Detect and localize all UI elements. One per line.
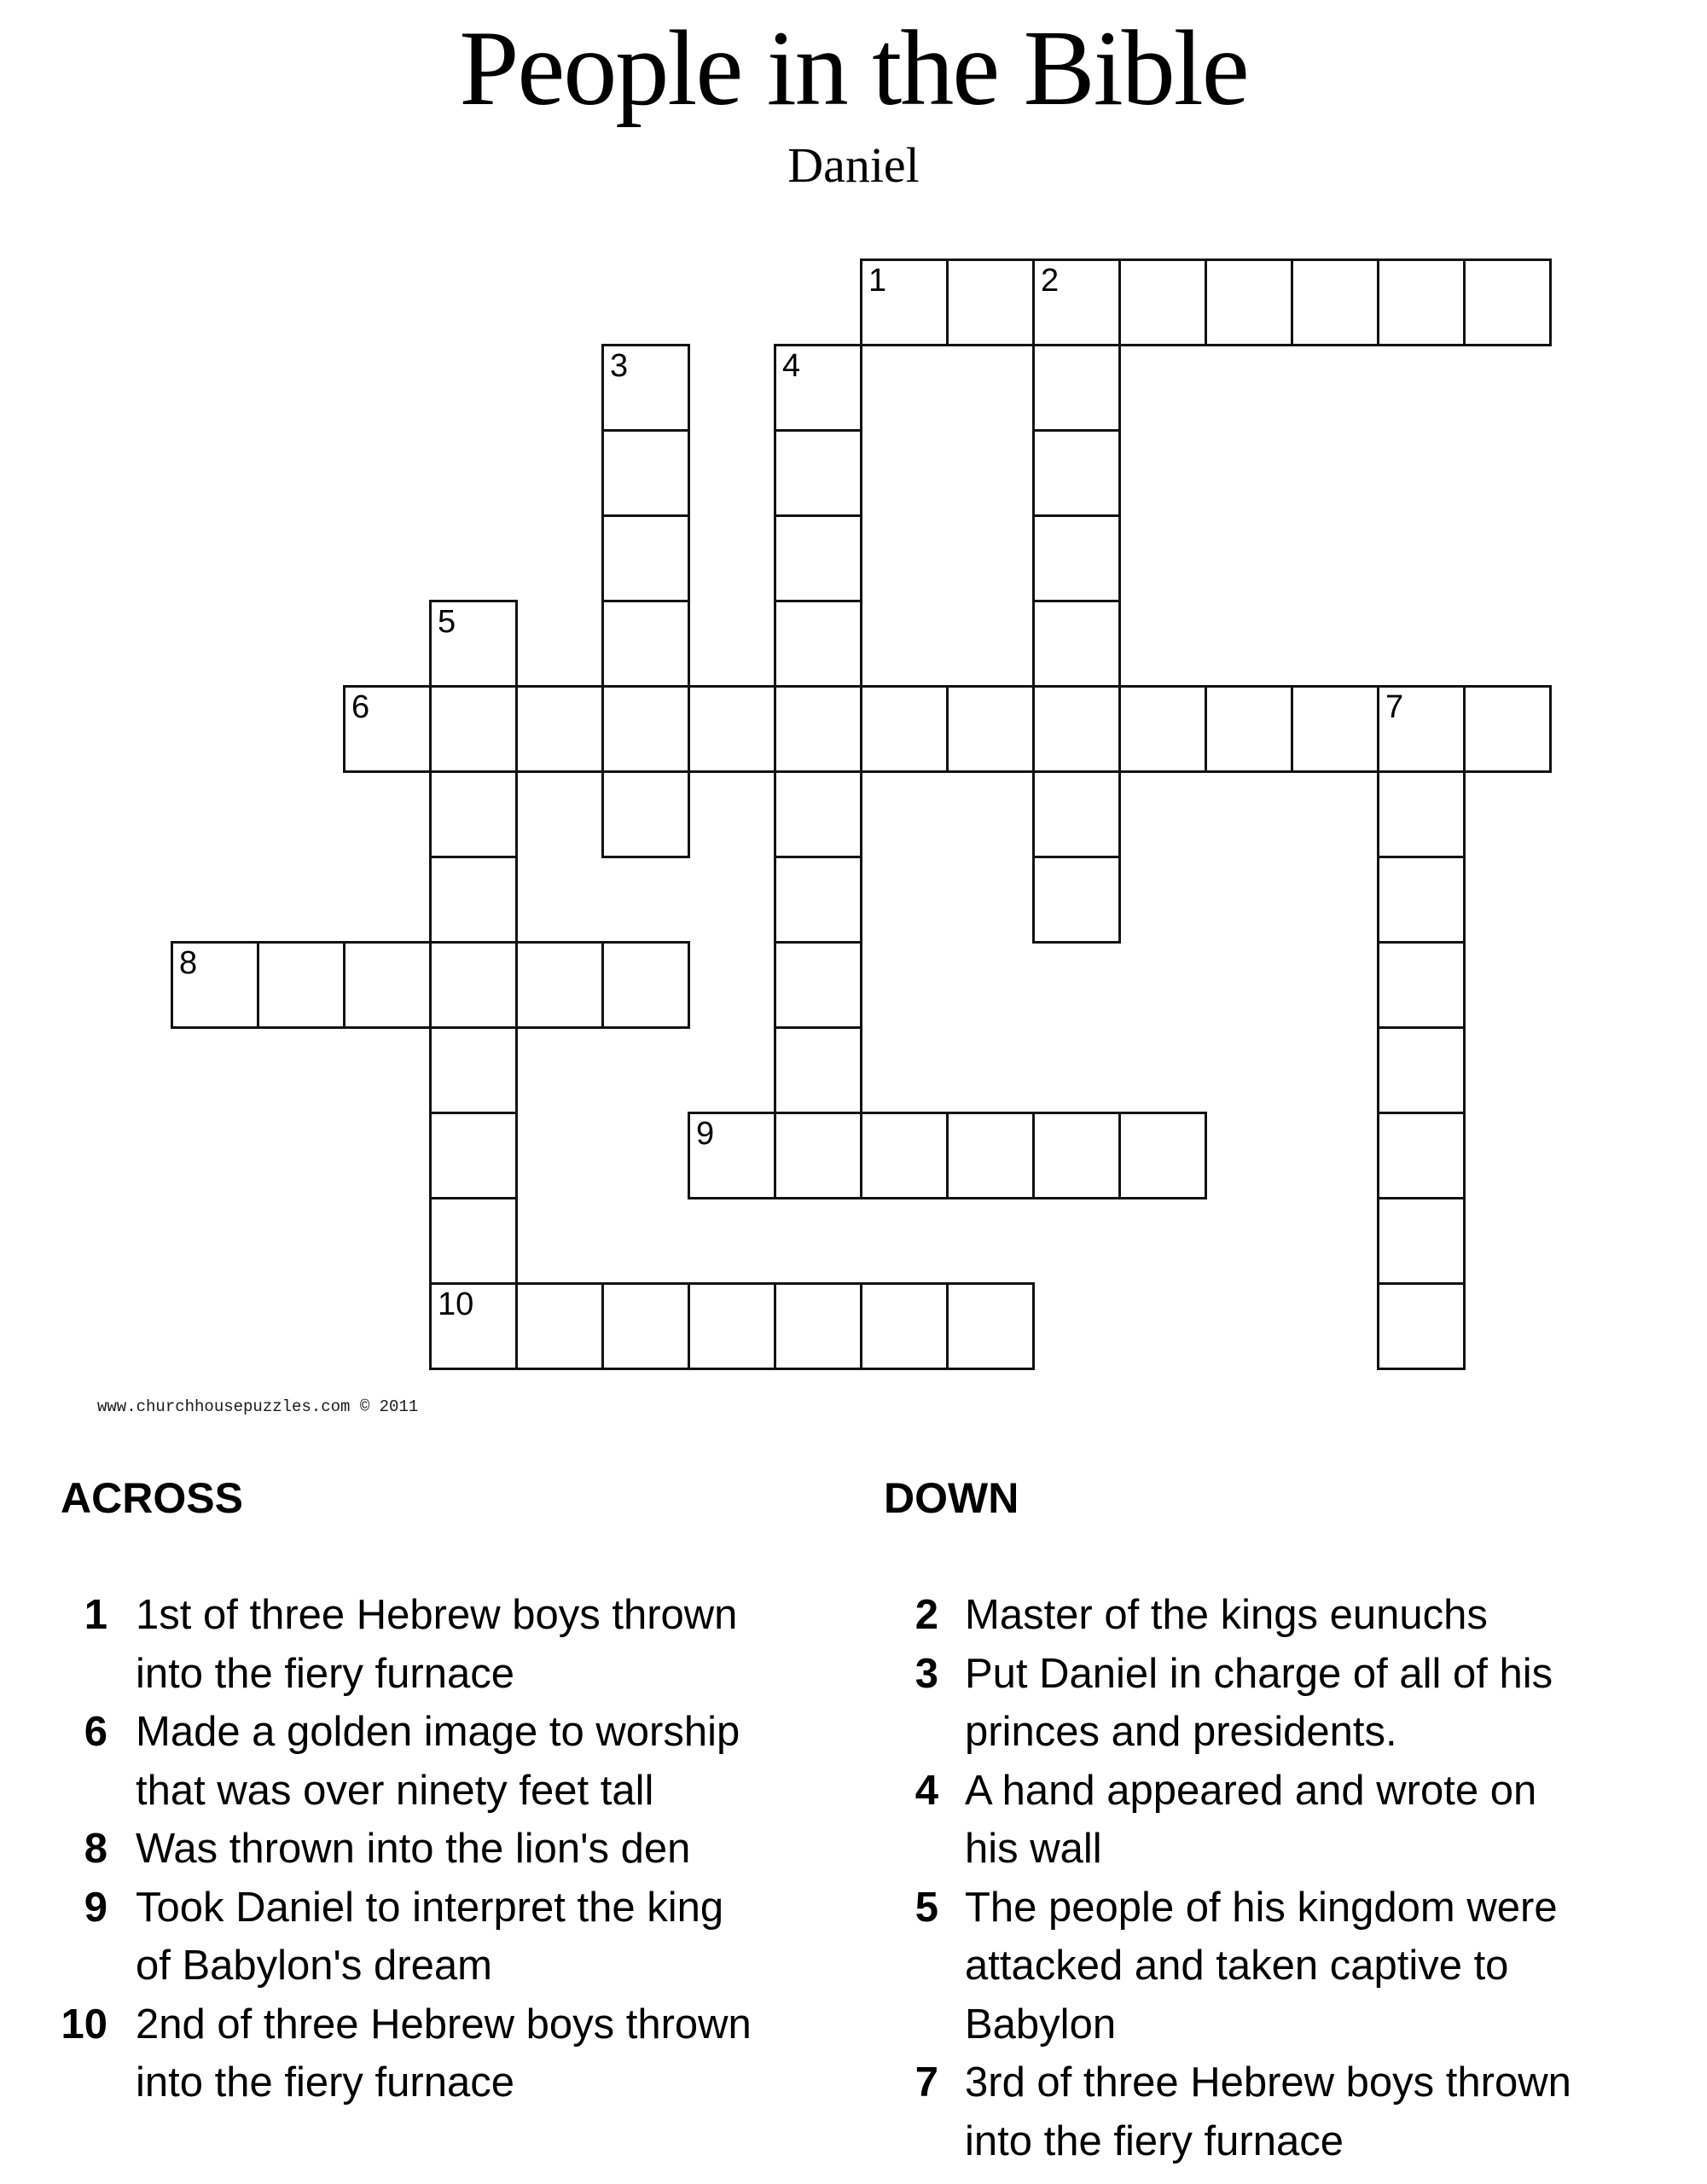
grid-cell-r9-c3 — [429, 1026, 518, 1114]
clue-down-3 — [832, 1645, 1673, 1762]
clue-across-1 — [0, 1586, 844, 1703]
clue-number: 1 — [84, 1592, 107, 1638]
grid-cell-r8-c5 — [601, 941, 690, 1029]
clue-number: 10 — [61, 2001, 107, 2048]
grid-number-6: 6 — [351, 689, 370, 725]
clue-line: Was thrown into the lion's den — [136, 1826, 691, 1872]
grid-cell-r3-c7 — [774, 514, 862, 602]
grid-cell-r10-c10 — [1032, 1112, 1121, 1199]
grid-cell-r6-c7 — [774, 770, 862, 858]
clue-number: 2 — [914, 1592, 938, 1638]
grid-cell-r5-c3 — [429, 685, 518, 773]
grid-cell-r0-c10 — [1032, 258, 1121, 346]
grid-cell-r12-c3 — [429, 1282, 518, 1370]
clue-down-2 — [832, 1586, 1673, 1645]
grid-cell-r0-c15 — [1463, 258, 1552, 346]
grid-cell-r12-c4 — [515, 1282, 604, 1370]
clue-across-6 — [0, 1703, 844, 1820]
grid-cell-r0-c9 — [946, 258, 1035, 346]
grid-number-5: 5 — [438, 604, 456, 640]
grid-cell-r0-c13 — [1291, 258, 1379, 346]
grid-cell-r6-c5 — [601, 770, 690, 858]
grid-cell-r10-c11 — [1118, 1112, 1207, 1199]
clue-line: into the fiery furnace — [965, 2117, 1344, 2164]
grid-number-2: 2 — [1041, 263, 1060, 299]
grid-cell-r7-c14 — [1377, 856, 1466, 944]
grid-cell-r10-c6 — [688, 1112, 776, 1199]
grid-cell-r7-c3 — [429, 856, 518, 944]
clue-line: 2nd of three Hebrew boys thrown — [136, 2001, 752, 2048]
grid-number-10: 10 — [438, 1287, 474, 1322]
clue-line: into the fiery furnace — [136, 2059, 514, 2106]
grid-cell-r5-c7 — [774, 685, 862, 773]
across-clue-list — [0, 1586, 844, 2112]
clue-line: Babylon — [965, 2001, 1117, 2048]
grid-cell-r5-c2 — [343, 685, 432, 773]
clue-text — [136, 1703, 844, 1820]
clue-text — [965, 2053, 1673, 2170]
page-title: People in the Bible — [459, 9, 1248, 128]
clue-number: 5 — [914, 1884, 938, 1931]
clue-text — [965, 1645, 1673, 1762]
clue-line: The people of his kingdom were — [965, 1884, 1558, 1931]
grid-number-4: 4 — [782, 348, 801, 384]
grid-cell-r5-c14 — [1377, 685, 1466, 773]
clue-line: princes and presidents. — [965, 1709, 1397, 1755]
clue-number: 9 — [84, 1884, 107, 1931]
grid-cell-r1-c5 — [601, 344, 690, 432]
grid-cell-r2-c5 — [601, 429, 690, 517]
clue-text — [965, 1586, 1673, 1645]
grid-cell-r8-c3 — [429, 941, 518, 1029]
grid-number-3: 3 — [610, 348, 629, 384]
grid-cell-r9-c14 — [1377, 1026, 1466, 1114]
grid-cell-r6-c3 — [429, 770, 518, 858]
grid-cell-r12-c14 — [1377, 1282, 1466, 1370]
clue-line: Took Daniel to interpret the king — [136, 1884, 724, 1931]
clue-line: A hand appeared and wrote on — [965, 1767, 1537, 1814]
grid-cell-r11-c14 — [1377, 1197, 1466, 1285]
copyright-text: www.churchhousepuzzles.com © 2011 — [97, 1397, 419, 1416]
grid-cell-r0-c8 — [860, 258, 949, 346]
grid-cell-r5-c10 — [1032, 685, 1121, 773]
clue-text — [136, 1820, 844, 1879]
grid-number-8: 8 — [179, 945, 198, 981]
grid-cell-r8-c2 — [343, 941, 432, 1029]
grid-cell-r8-c14 — [1377, 941, 1466, 1029]
grid-cell-r10-c14 — [1377, 1112, 1466, 1199]
down-heading: DOWN — [884, 1474, 1019, 1522]
grid-cell-r4-c10 — [1032, 600, 1121, 688]
clue-number: 6 — [84, 1709, 107, 1755]
grid-cell-r5-c5 — [601, 685, 690, 773]
clue-line: that was over ninety feet tall — [136, 1767, 654, 1814]
clue-text — [136, 1586, 844, 1703]
clue-text — [136, 1995, 844, 2112]
clue-line: Put Daniel in charge of all of his — [965, 1650, 1553, 1697]
grid-cell-r8-c7 — [774, 941, 862, 1029]
clue-across-8 — [0, 1820, 844, 1879]
grid-cell-r5-c6 — [688, 685, 776, 773]
grid-cell-r0-c11 — [1118, 258, 1207, 346]
clue-number: 4 — [914, 1767, 938, 1814]
grid-cell-r6-c14 — [1377, 770, 1466, 858]
grid-cell-r1-c10 — [1032, 344, 1121, 432]
grid-cell-r11-c3 — [429, 1197, 518, 1285]
across-heading: ACROSS — [61, 1474, 243, 1522]
clue-text — [965, 1762, 1673, 1879]
grid-cell-r9-c7 — [774, 1026, 862, 1114]
grid-cell-r2-c7 — [774, 429, 862, 517]
grid-cell-r4-c3 — [429, 600, 518, 688]
grid-cell-r7-c10 — [1032, 856, 1121, 944]
grid-cell-r8-c1 — [257, 941, 345, 1029]
grid-cell-r12-c5 — [601, 1282, 690, 1370]
grid-cell-r12-c7 — [774, 1282, 862, 1370]
grid-cell-r3-c5 — [601, 514, 690, 602]
clue-line: his wall — [965, 1826, 1102, 1872]
grid-cell-r8-c0 — [171, 941, 259, 1029]
clue-line: 1st of three Hebrew boys thrown — [136, 1592, 738, 1638]
clue-number: 7 — [914, 2059, 938, 2106]
grid-cell-r5-c13 — [1291, 685, 1379, 773]
clue-line: Made a golden image to worship — [136, 1709, 740, 1755]
grid-cell-r6-c10 — [1032, 770, 1121, 858]
grid-cell-r10-c8 — [860, 1112, 949, 1199]
down-clue-list — [832, 1586, 1673, 2170]
grid-cell-r3-c10 — [1032, 514, 1121, 602]
grid-cell-r5-c9 — [946, 685, 1035, 773]
clue-line: Master of the kings eunuchs — [965, 1592, 1488, 1638]
clue-line: of Babylon's dream — [136, 1943, 492, 1989]
grid-cell-r5-c11 — [1118, 685, 1207, 773]
grid-cell-r7-c7 — [774, 856, 862, 944]
grid-cell-r12-c8 — [860, 1282, 949, 1370]
grid-cell-r5-c8 — [860, 685, 949, 773]
grid-cell-r8-c4 — [515, 941, 604, 1029]
clue-down-5 — [832, 1879, 1673, 2054]
grid-cell-r5-c12 — [1205, 685, 1293, 773]
grid-cell-r4-c5 — [601, 600, 690, 688]
grid-cell-r10-c3 — [429, 1112, 518, 1199]
grid-number-1: 1 — [868, 263, 887, 299]
grid-cell-r0-c14 — [1377, 258, 1466, 346]
clue-text — [965, 1879, 1673, 2054]
grid-cell-r2-c10 — [1032, 429, 1121, 517]
clue-across-9 — [0, 1879, 844, 1995]
grid-cell-r0-c12 — [1205, 258, 1293, 346]
grid-cell-r5-c4 — [515, 685, 604, 773]
grid-cell-r10-c9 — [946, 1112, 1035, 1199]
grid-cell-r12-c9 — [946, 1282, 1035, 1370]
clue-down-7 — [832, 2053, 1673, 2170]
clue-number: 3 — [914, 1650, 938, 1697]
grid-cell-r12-c6 — [688, 1282, 776, 1370]
clue-line: attacked and taken captive to — [965, 1943, 1509, 1989]
grid-cell-r4-c7 — [774, 600, 862, 688]
page-subtitle: Daniel — [787, 137, 920, 193]
clue-line: into the fiery furnace — [136, 1650, 514, 1697]
grid-number-7: 7 — [1385, 689, 1404, 725]
grid-cell-r5-c15 — [1463, 685, 1552, 773]
clue-across-10 — [0, 1995, 844, 2112]
grid-number-9: 9 — [696, 1116, 715, 1152]
clue-down-4 — [832, 1762, 1673, 1879]
clue-number: 8 — [84, 1826, 107, 1872]
clue-text — [136, 1879, 844, 1995]
grid-cell-r1-c7 — [774, 344, 862, 432]
clue-line: 3rd of three Hebrew boys thrown — [965, 2059, 1571, 2106]
grid-cell-r10-c7 — [774, 1112, 862, 1199]
